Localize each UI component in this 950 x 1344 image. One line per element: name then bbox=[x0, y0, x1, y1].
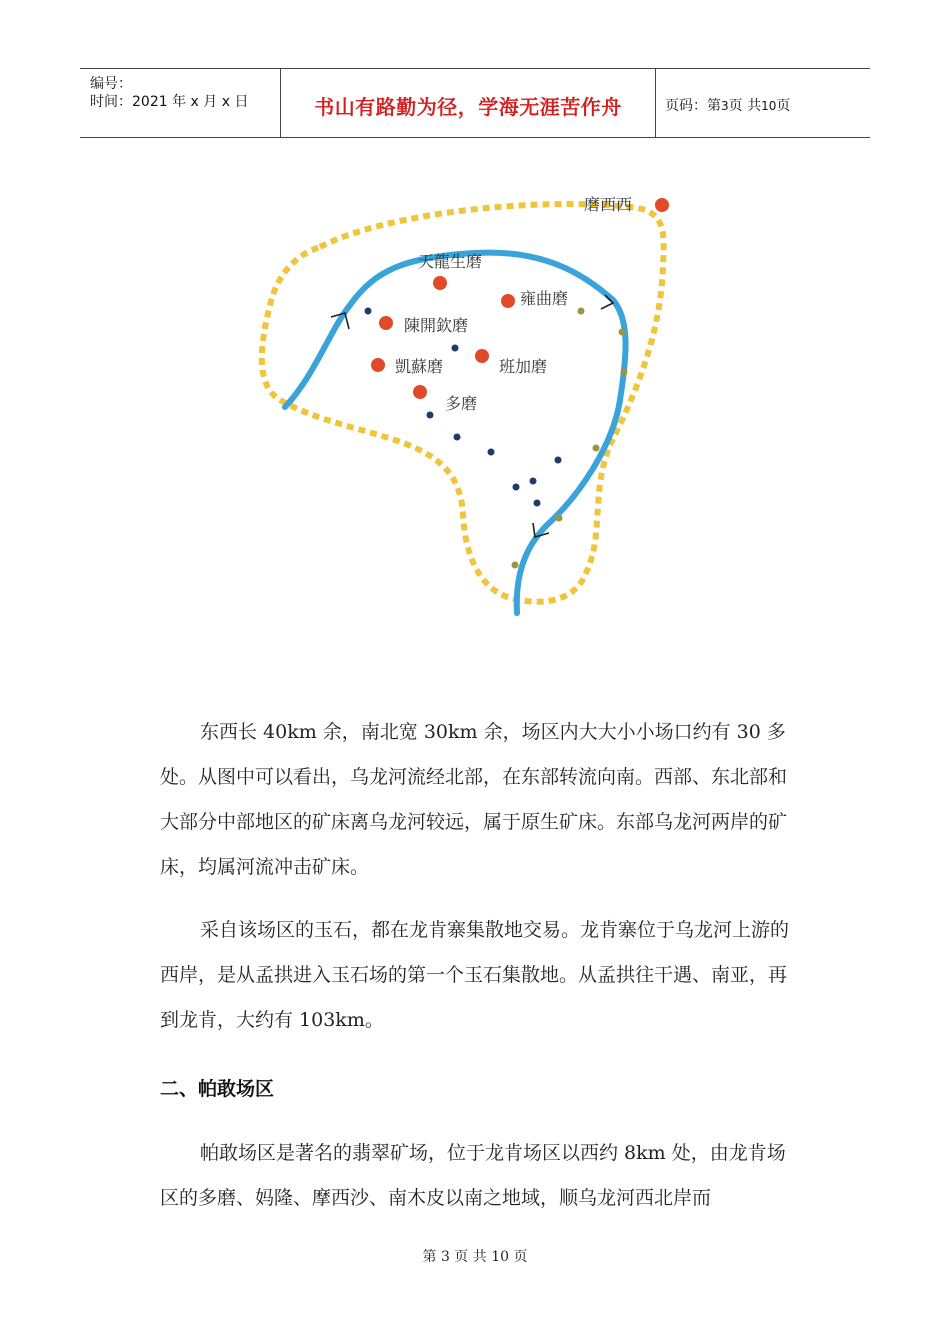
page-footer: 第 3 页 共 10 页 bbox=[422, 1249, 528, 1265]
minor-site bbox=[513, 484, 520, 491]
header-meta-cell bbox=[80, 69, 280, 137]
paragraph-3-text: 帕敢场区是著名的翡翠矿场，位于龙肯场区以西约 8km 处，由龙肯场区的多磨、妈隆、摩西沙、南木皮以南之地域，顺乌龙河西北岸而 bbox=[160, 1142, 786, 1209]
mine-map bbox=[235, 155, 717, 650]
header-motto-cell bbox=[280, 69, 656, 137]
mine-dot-tianlong bbox=[433, 276, 447, 290]
mine-map-svg bbox=[235, 155, 717, 650]
paragraph-1 bbox=[160, 710, 800, 890]
minor-site bbox=[578, 308, 585, 315]
mine-dot-moxixi bbox=[655, 198, 669, 212]
page-mid: 页 共 bbox=[728, 98, 762, 114]
mine-dot-chenkai bbox=[379, 316, 393, 330]
serial-label: 编号： bbox=[90, 76, 132, 92]
mine-dot-banjia bbox=[475, 349, 489, 363]
section-heading: 二、帕敢场区 bbox=[160, 1078, 275, 1100]
minor-site bbox=[454, 434, 461, 441]
minor-site bbox=[530, 478, 537, 485]
minor-site bbox=[555, 457, 562, 464]
page-prefix: 页码：第 bbox=[665, 98, 721, 114]
paragraph-2 bbox=[160, 908, 800, 1043]
label-yongqu: 雍曲磨 bbox=[520, 289, 569, 308]
minor-site bbox=[621, 369, 628, 376]
mine-dot-kaisu bbox=[371, 358, 385, 372]
time-label: 时间：2021 年 x 月 x 日 bbox=[90, 94, 249, 110]
motto-text: 书山有路勤为径，学海无涯苦作舟 bbox=[314, 95, 622, 119]
minor-site bbox=[512, 562, 519, 569]
minor-site bbox=[488, 449, 495, 456]
label-duomo: 多磨 bbox=[445, 394, 478, 413]
paragraph-2-text: 采自该场区的玉石，都在龙肯寨集散地交易。龙肯寨位于乌龙河上游的西岸，是从孟拱进入玉石场的第一个玉石集散地。从孟拱往干遇、南亚，再到龙肯，大约有 103km。 bbox=[160, 919, 790, 1031]
label-kaisu: 凱蘇磨 bbox=[395, 357, 444, 376]
mine-dot-yongqu bbox=[501, 294, 515, 308]
page-total: 10 bbox=[761, 99, 777, 113]
minor-site bbox=[427, 412, 434, 419]
minor-site bbox=[619, 329, 626, 336]
paragraph-3 bbox=[160, 1131, 800, 1221]
page-number: 3 bbox=[721, 99, 729, 113]
label-tianlong: 天龍生磨 bbox=[418, 252, 483, 271]
paragraph-1-text: 东西长 40km 余，南北宽 30km 余，场区内大大小小场口约有 30 多处。从图中可以看出，乌龙河流经北部，在东部转流向南。西部、东北部和大部分中部地区的矿床离乌龙河较远，属于原生矿床。东部乌龙河两岸的矿床，均属河流冲击矿床。 bbox=[160, 721, 788, 878]
minor-site bbox=[452, 345, 459, 352]
mine-dot-duomo bbox=[413, 385, 427, 399]
page-suffix: 页 bbox=[776, 98, 791, 114]
minor-site bbox=[556, 515, 563, 522]
minor-site bbox=[534, 500, 541, 507]
page-indicator bbox=[665, 95, 790, 115]
label-chenkai: 陳開欽磨 bbox=[404, 316, 469, 335]
page-header bbox=[80, 68, 870, 138]
minor-site bbox=[593, 445, 600, 452]
label-moxixi: 磨西西 bbox=[584, 195, 633, 214]
label-banjia: 班加磨 bbox=[499, 357, 548, 376]
header-page-cell bbox=[655, 69, 870, 137]
minor-site bbox=[365, 308, 372, 315]
